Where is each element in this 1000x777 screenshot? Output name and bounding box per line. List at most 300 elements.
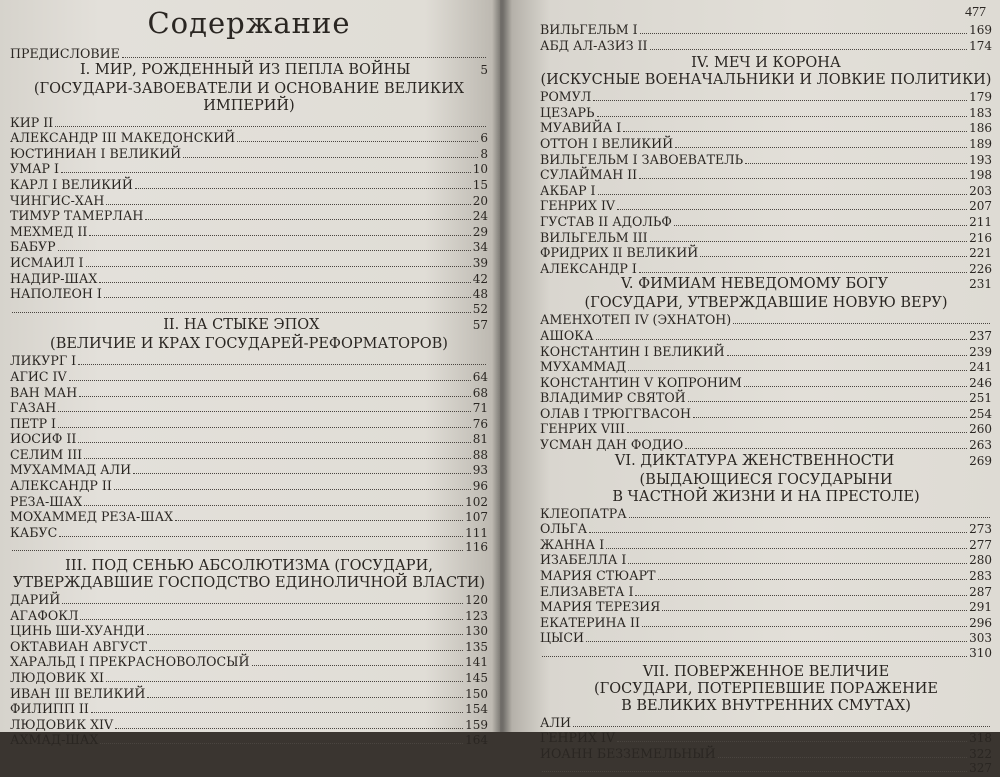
entry-page: 135 [465, 639, 488, 654]
toc-entry [540, 599, 992, 615]
dot-leader [99, 273, 470, 283]
entry-page: 179 [969, 90, 992, 105]
toc-entry [10, 509, 488, 525]
toc-entry [540, 328, 992, 344]
toc-entry [540, 421, 992, 437]
entry-name: ГЕНРИХ IV [540, 730, 616, 746]
entry-name: ЦИНЬ ШИ-ХУАНДИ [10, 623, 145, 639]
dot-leader [106, 195, 470, 205]
toc-entry [540, 746, 992, 762]
entry-page: 273 [969, 522, 992, 537]
section-subtitle-line: (ВЕЛИЧИЕ И КРАХ ГОСУДАРЕЙ-РЕФОРМАТОРОВ) [50, 336, 448, 353]
entry-name: ИЗАБЕЛЛА I [540, 552, 627, 568]
toc-entry [540, 761, 992, 777]
entry-page: 123 [465, 608, 488, 623]
section-page: 269 [969, 453, 992, 468]
toc-entry-trailing [10, 540, 488, 556]
dot-leader [628, 361, 967, 371]
toc-entry [540, 437, 992, 453]
dot-leader [606, 539, 967, 549]
entry-page: 216 [969, 230, 992, 245]
entry-page: 159 [465, 717, 488, 732]
entry-name: ГУСТАВ II АДОЛЬФ [540, 213, 672, 229]
entry-name: ГЕНРИХ IV [540, 198, 616, 214]
entry-page: 24 [472, 209, 488, 224]
entry-name: ХАРАЛЬД I ПРЕКРАСНОВОЛОСЫЙ [10, 654, 250, 670]
entry-name: ВИЛЬГЕЛЬМ III [540, 229, 648, 245]
entry-name: ЕЛИЗАВЕТА I [540, 583, 634, 599]
dot-leader [12, 303, 471, 313]
toc-entry [10, 193, 488, 209]
section-heading-7 [540, 664, 992, 715]
toc-entry [540, 584, 992, 600]
entry-name: КОНСТАНТИН I ВЕЛИКИЙ [540, 343, 725, 359]
toc-entry [10, 385, 488, 401]
dot-leader [78, 355, 486, 365]
toc-entry [540, 552, 992, 568]
dot-leader [175, 511, 463, 521]
dot-leader [80, 610, 463, 620]
entry-page: 164 [465, 733, 488, 748]
entry-page: 310 [969, 646, 992, 660]
toc-entry [10, 592, 488, 608]
dot-leader [685, 439, 967, 449]
entry-page: 198 [969, 168, 992, 183]
toc-entry [10, 130, 488, 146]
entry-name: ОТТОН I ВЕЛИКИЙ [540, 135, 674, 151]
dot-leader [745, 154, 967, 164]
entry-page: 189 [969, 136, 992, 151]
entry-name: ИСМАИЛ I [10, 254, 84, 270]
dot-leader [58, 418, 471, 428]
section-title: I. МИР, РОЖДЕННЫЙ ИЗ ПЕПЛА ВОЙНЫ [79, 61, 411, 78]
dot-leader [733, 314, 990, 324]
section-subtitle-line: (ГОСУДАРИ, УТВЕРЖДАВШИЕ НОВУЮ ВЕРУ) [584, 295, 948, 312]
toc-entry [10, 224, 488, 240]
entry-page: 211 [969, 214, 992, 229]
toc-entry [540, 537, 992, 553]
toc-entry [10, 177, 488, 193]
entry-name: ЕКАТЕРИНА II [540, 614, 640, 630]
entry-page: 322 [969, 746, 992, 761]
entry-page: 193 [969, 152, 992, 167]
entry-page: 81 [472, 432, 488, 447]
section-page: 231 [969, 277, 992, 292]
section-subtitle-line: (ГОСУДАРИ, ПОТЕРПЕВШИЕ ПОРАЖЕНИЕ [594, 680, 938, 697]
entry-page: 237 [969, 328, 992, 343]
toc-entry [540, 615, 992, 631]
entry-name: ДАРИЙ [10, 592, 61, 608]
toc-entry [10, 462, 488, 478]
entry-name: ЮСТИНИАН I ВЕЛИКИЙ [10, 145, 182, 161]
entry-name: ВЛАДИМИР СВЯТОЙ [540, 390, 686, 406]
entry-page: 107 [465, 510, 488, 525]
toc-entry [10, 686, 488, 702]
entry-page: 42 [472, 271, 488, 286]
entry-page: 327 [969, 761, 992, 776]
toc-entry [10, 286, 488, 302]
section-subtitle-6 [540, 472, 992, 506]
toc-entry [540, 312, 992, 328]
dot-leader [147, 625, 463, 635]
section-subtitle-line: ИМПЕРИЙ) [203, 97, 295, 114]
entry-name: АХМАД-ШАХ [10, 732, 99, 748]
entry-name: ЧИНГИС-ХАН [10, 192, 105, 208]
dot-leader [147, 688, 463, 698]
entry-name: ГАЗАН [10, 400, 57, 416]
dot-leader [589, 523, 967, 533]
entry-page: 71 [472, 401, 488, 416]
entry-name: ОЛЬГА [540, 521, 588, 537]
entry-page: 280 [969, 553, 992, 568]
entry-name: АШОКА [540, 327, 594, 343]
section-heading-3 [10, 558, 488, 592]
dot-leader [62, 594, 463, 604]
toc-entry [540, 120, 992, 136]
dot-leader [542, 762, 967, 772]
entry-page: 186 [969, 121, 992, 136]
entry-name: АМЕНХОТЕП IV (ЭХНАТОН) [540, 312, 732, 328]
entry-name: РОМУЛ [540, 89, 592, 105]
entry-name: ЛЮДОВИК XI [10, 670, 105, 685]
entry-page: 303 [969, 631, 992, 646]
toc-entry [10, 478, 488, 494]
entry-page: 221 [969, 246, 992, 261]
toc-entry [10, 494, 488, 510]
toc-entry [540, 390, 992, 406]
toc-entry [10, 431, 488, 447]
toc-entry [540, 730, 992, 746]
toc-entry [10, 447, 488, 463]
entry-page: 260 [969, 422, 992, 437]
entry-page: 239 [969, 344, 992, 359]
entry-page: 207 [969, 199, 992, 214]
entry-name: РЕЗА-ШАХ [10, 493, 83, 509]
entry-name: КАБУС [10, 524, 58, 540]
dot-leader [596, 330, 968, 340]
entry-name: БАБУР [10, 239, 56, 255]
entry-name: АБД АЛ-АЗИЗ II [540, 37, 648, 53]
entry-name: ГЕНРИХ VIII [540, 421, 625, 437]
entry-page: 246 [969, 375, 992, 390]
entry-page: 64 [472, 369, 488, 384]
toc-entry [540, 521, 992, 537]
entry-page: 15 [472, 177, 488, 192]
entry-page: 318 [969, 731, 992, 746]
dot-leader [135, 179, 471, 189]
dot-leader [629, 508, 990, 518]
dot-leader [700, 247, 967, 257]
toc-entry [10, 732, 488, 748]
entry-name: МЕХМЕД II [10, 223, 88, 239]
dot-leader [58, 402, 470, 412]
dot-leader [650, 232, 968, 242]
toc-entry [10, 161, 488, 177]
dot-leader [658, 570, 968, 580]
entry-page: 52 [472, 301, 488, 316]
entry-name: ИОСИФ II [10, 431, 77, 447]
entry-page: 29 [472, 224, 488, 239]
entry-name: ВАН МАН [10, 384, 78, 400]
entry-page: 296 [969, 615, 992, 630]
entry-page: 241 [969, 360, 992, 375]
dot-leader [58, 241, 471, 251]
entry-page: 203 [969, 183, 992, 198]
toc-entry [540, 230, 992, 246]
entry-page: 48 [472, 287, 488, 302]
toc-entry [540, 152, 992, 168]
entry-page: 263 [969, 438, 992, 453]
entry-name: СЕЛИМ III [10, 446, 83, 462]
entry-page: 20 [472, 193, 488, 208]
dot-leader [597, 107, 968, 117]
page-number: 477 [965, 5, 986, 20]
entry-page: 76 [472, 416, 488, 431]
dot-leader [100, 734, 463, 744]
toc-entry [540, 38, 992, 54]
entry-name: АКБАР I [540, 182, 596, 198]
dot-leader [675, 138, 967, 148]
dot-leader [744, 377, 967, 387]
dot-leader [114, 480, 471, 490]
entry-page: 8 [480, 146, 488, 161]
toc-entry [540, 715, 992, 731]
entry-page: 116 [465, 540, 488, 555]
toc-entry [540, 167, 992, 183]
toc-entry-trailing [540, 646, 992, 662]
toc-list-continued [540, 22, 992, 53]
toc-entry [540, 136, 992, 152]
entry-name: АГИС IV [10, 368, 67, 384]
entry-name: МАРИЯ СТЮАРТ [540, 568, 656, 584]
dot-leader [586, 632, 967, 642]
entry-name: МАРИЯ ТЕРЕЗИЯ [540, 599, 661, 615]
dot-leader [639, 263, 967, 273]
toc-entry-preface [10, 46, 488, 62]
entry-page: 283 [969, 569, 992, 584]
toc-entry [540, 183, 992, 199]
entry-name: УСМАН ДАН ФОДИО [540, 437, 684, 453]
dot-leader [542, 647, 967, 657]
dot-leader [617, 200, 967, 210]
toc-entry [10, 271, 488, 287]
entry-name: ЦЕЗАРЬ [540, 104, 595, 120]
section-subtitle-line: (ВЫДАЮЩИЕСЯ ГОСУДАРЫНИ [639, 471, 893, 488]
toc-entry [10, 400, 488, 416]
toc-entry [540, 568, 992, 584]
toc-entry [540, 359, 992, 375]
entry-name: КАРЛ I ВЕЛИКИЙ [10, 176, 133, 192]
toc-entry [540, 89, 992, 105]
dot-leader [640, 24, 967, 34]
right-page [500, 0, 1000, 776]
entry-name: ВИЛЬГЕЛЬМ I [540, 22, 638, 37]
entry-page: 93 [472, 463, 488, 478]
entry-page: 120 [465, 593, 488, 608]
toc-entry [10, 255, 488, 271]
entry-page: 291 [969, 600, 992, 615]
entry-page: 277 [969, 537, 992, 552]
dot-leader [79, 387, 471, 397]
entry-name: МОХАММЕД РЕЗА-ШАХ [10, 509, 174, 525]
dot-leader [61, 163, 471, 173]
toc-entry [10, 239, 488, 255]
entry-name: ИВАН III ВЕЛИКИЙ [10, 685, 146, 701]
dot-leader [688, 392, 967, 402]
dot-leader [623, 122, 967, 132]
entry-name: ИОАНН БЕЗЗЕМЕЛЬНЫЙ [540, 745, 716, 761]
toc-entry [540, 344, 992, 360]
dot-leader [122, 48, 486, 58]
section-title-line: III. ПОД СЕНЬЮ АБСОЛЮТИЗМА (ГОСУДАРИ, [65, 558, 433, 575]
dot-leader [89, 226, 470, 236]
dot-leader [674, 216, 967, 226]
dot-leader [91, 703, 463, 713]
entry-name: НАПОЛЕОН I [10, 286, 102, 302]
entry-name: ТИМУР ТАМЕРЛАН [10, 208, 144, 224]
toc-entry [10, 670, 488, 686]
entry-page: 102 [465, 494, 488, 509]
entry-name: ЛЮДОВИК XIV [10, 716, 114, 732]
dot-leader [617, 732, 967, 742]
toc-entry [540, 630, 992, 646]
toc-entry [10, 717, 488, 733]
toc-entry [540, 245, 992, 261]
entry-page: 34 [472, 240, 488, 255]
section-subtitle-line: (ГОСУДАРИ-ЗАВОЕВАТЕЛИ И ОСНОВАНИЕ ВЕЛИКИХ [33, 80, 465, 97]
entry-name: МУХАММАД [540, 359, 627, 375]
section-title: II. НА СТЫКЕ ЭПОХ [163, 317, 320, 334]
entry-name: ФИЛИПП II [10, 701, 89, 717]
toc-entry [10, 654, 488, 670]
toc-list-section-1 [10, 115, 488, 302]
dot-leader [149, 641, 463, 651]
entry-name: КЛЕОПАТРА [540, 505, 627, 521]
entry-page: 96 [472, 479, 488, 494]
section-heading-4 [540, 55, 992, 89]
section-heading-1 [10, 62, 488, 79]
dot-leader [593, 91, 967, 101]
dot-leader [55, 117, 486, 127]
toc-entry [10, 146, 488, 162]
toc-entry [10, 701, 488, 717]
entry-name: НАДИР-ШАХ [10, 270, 98, 286]
dot-leader [635, 586, 967, 596]
entry-page: 154 [465, 702, 488, 717]
dot-leader [145, 210, 470, 220]
toc-entry [10, 416, 488, 432]
section-title: VI. ДИКТАТУРА ЖЕНСТВЕННОСТИ [614, 452, 895, 469]
entry-name: УМАР I [10, 161, 59, 177]
toc-list-section-4 [540, 89, 992, 276]
toc-entry [10, 208, 488, 224]
entry-name: ОЛАВ I ТРЮГГВАСОН [540, 405, 691, 421]
section-heading-6 [540, 453, 992, 470]
toc-list-section-2 [10, 353, 488, 540]
dot-leader [237, 132, 478, 142]
entry-name: МУХАММАД АЛИ [10, 462, 132, 478]
toc-list-section-5 [540, 312, 992, 452]
section-heading-2 [10, 317, 488, 334]
entry-page: 111 [465, 525, 488, 540]
toc-entry [540, 261, 992, 277]
entry-name: ВИЛЬГЕЛЬМ I ЗАВОЕВАТЕЛЬ [540, 151, 744, 167]
dot-leader [106, 672, 463, 682]
entry-name: АГАФОКЛ [10, 607, 79, 623]
entry-name: КОНСТАНТИН V КОПРОНИМ [540, 374, 742, 390]
section-subtitle-2 [10, 336, 488, 353]
toc-list-section-6 [540, 506, 992, 646]
dot-leader [650, 40, 968, 50]
section-page: 57 [472, 318, 488, 333]
entry-page: 150 [465, 686, 488, 701]
entry-page: 39 [472, 255, 488, 270]
entry-name: ЛИКУРГ I [10, 353, 77, 369]
entry-page: 6 [480, 131, 488, 146]
section-title: V. ФИМИАМ НЕВЕДОМОМУ БОГУ [620, 276, 889, 293]
dot-leader [84, 496, 463, 506]
dot-leader [639, 169, 967, 179]
dot-leader [69, 371, 471, 381]
section-heading-5 [540, 276, 992, 293]
dot-leader [642, 617, 967, 627]
toc-entry [10, 608, 488, 624]
entry-name: ЖАННА I [540, 536, 605, 552]
entry-page: 141 [465, 655, 488, 670]
dot-leader [627, 423, 967, 433]
dot-leader [78, 433, 470, 443]
entry-page: 254 [969, 406, 992, 421]
entry-page: 251 [969, 391, 992, 406]
toc-entry-trailing [10, 302, 488, 318]
section-title: VII. ПОВЕРЖЕННОЕ ВЕЛИЧИЕ [642, 663, 890, 680]
dot-leader [133, 464, 471, 474]
toc-entry [10, 525, 488, 541]
toc-entry [10, 353, 488, 369]
entry-page: 183 [969, 105, 992, 120]
toc-list-section-7 [540, 715, 992, 777]
toc-entry [540, 214, 992, 230]
toc-list-section-3 [10, 592, 488, 748]
toc-entry [540, 105, 992, 121]
toc-entry [540, 506, 992, 522]
entry-page: 226 [969, 261, 992, 276]
toc-entry [10, 639, 488, 655]
entry-page: 10 [472, 162, 488, 177]
entry-name: ФРИДРИХ II ВЕЛИКИЙ [540, 245, 699, 261]
toc-entry [10, 369, 488, 385]
dot-leader [718, 748, 968, 758]
dot-leader [252, 656, 464, 666]
entry-page: 169 [969, 23, 992, 37]
entry-name: ЦЫСИ [540, 630, 584, 646]
section-subtitle-5 [540, 295, 992, 312]
dot-leader [693, 408, 967, 418]
dot-leader [183, 148, 478, 158]
dot-leader [628, 554, 967, 564]
entry-name: АЛЕКСАНДР III МАКЕДОНСКИЙ [10, 130, 236, 146]
entry-name: МУАВИЙА I [540, 120, 622, 136]
dot-leader [573, 717, 990, 727]
dot-leader [727, 346, 967, 356]
dot-leader [662, 601, 967, 611]
section-title: IV. МЕЧ И КОРОНА [691, 55, 841, 72]
toc-entry [540, 198, 992, 214]
dot-leader [86, 257, 471, 267]
toc-entry [10, 623, 488, 639]
toc-entry [540, 22, 992, 38]
toc-entry [10, 115, 488, 131]
